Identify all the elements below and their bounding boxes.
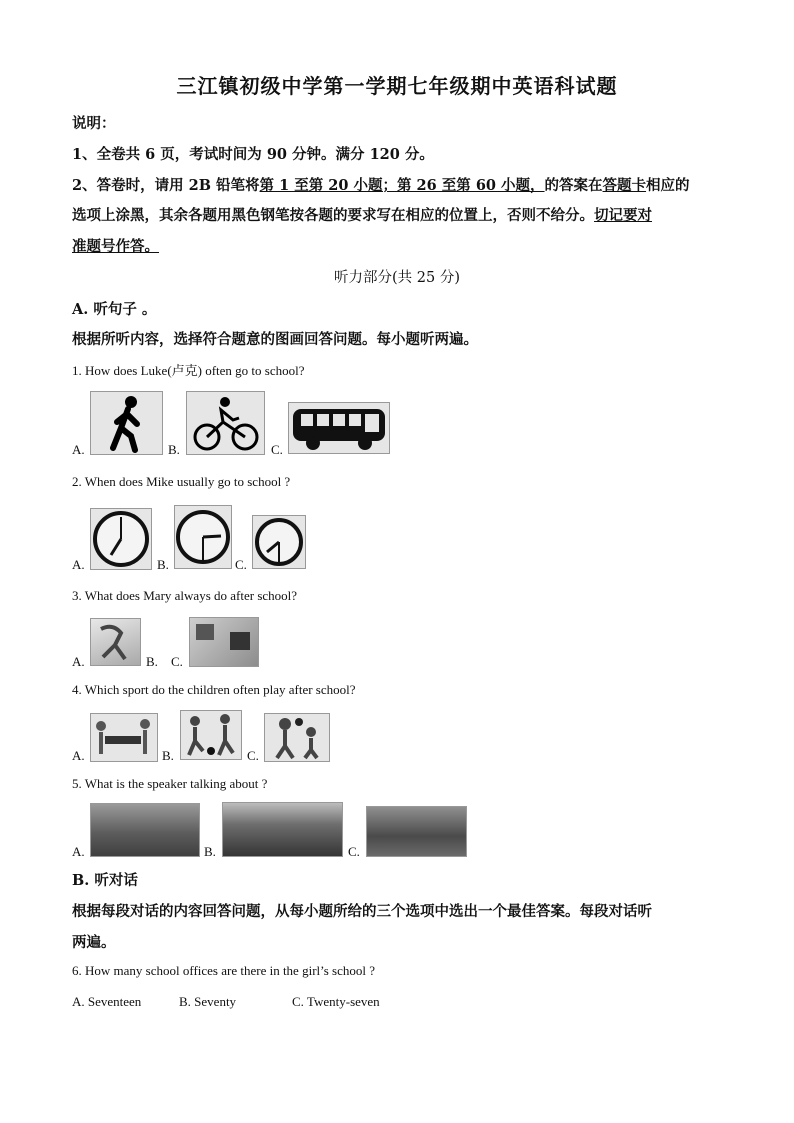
option-label: A. <box>72 557 85 572</box>
question-2: 2. When does Mike usually go to school ? <box>72 474 291 489</box>
intro-item-1: 1、全卷共 6 页，考试时间为 90 分钟。满分 120 分。 <box>72 146 434 163</box>
page-title: 三江镇初级中学第一学期七年级期中英语科试题 <box>176 74 618 98</box>
intro-item-2-line-2 <box>72 204 652 225</box>
option-label: A. <box>72 748 85 763</box>
library-photo <box>366 806 467 857</box>
football-picture <box>180 710 242 760</box>
part-b-heading: B. 听对话 <box>72 872 138 889</box>
clock-icon <box>252 515 306 569</box>
option-label: C. <box>247 748 259 763</box>
question-4: 4. Which sport do the children often play after school? <box>72 682 356 697</box>
intro-item-2-text: 2、答卷时，请用 2B 铅笔将 <box>72 177 260 194</box>
option-picture <box>189 617 259 667</box>
classroom-photo <box>90 803 200 857</box>
option-label: B. <box>204 844 216 859</box>
option-label: C. <box>348 844 360 859</box>
intro-item-2 <box>72 174 690 195</box>
option-label: B. <box>157 557 169 572</box>
q6-option-a: A. Seventeen <box>72 994 142 1009</box>
clock-icon <box>174 505 232 569</box>
part-a-heading: A. 听句子 。 <box>72 301 157 318</box>
option-label: B. <box>168 442 180 457</box>
option-label: A. <box>72 654 85 669</box>
question-5: 5. What is the speaker talking about ? <box>72 776 268 791</box>
answer-sheet-text: 答题卡 <box>602 177 647 194</box>
part-b-instruction-end: 两遍。 <box>72 934 116 951</box>
part-a-instruction: 根据所听内容，选择符合题意的图画回答问题。每小题听两遍。 <box>72 331 478 348</box>
option-label: C. <box>271 442 283 457</box>
intro-heading: 说明： <box>72 115 116 132</box>
intro-warning-end: 准题号作答。 <box>72 238 159 255</box>
section-title: 听力部分(共 25 分) <box>334 270 460 286</box>
option-picture <box>90 618 141 666</box>
question-3: 3. What does Mary always do after school? <box>72 588 298 603</box>
q6-option-b: B. Seventy <box>179 994 237 1009</box>
option-label: C. <box>171 654 183 669</box>
question-6: 6. How many school offices are there in the girl’s school ? <box>72 963 376 978</box>
intro-item-2-text: 的答案在 <box>544 177 603 194</box>
option-label: C. <box>235 557 247 572</box>
building-photo <box>222 802 343 857</box>
intro-item-2-underline: 第 1 至第 20 小题；第 26 至第 60 小题， <box>259 177 545 194</box>
part-b-instruction: 根据每段对话的内容回答问题，从每小题所给的三个选项中选出一个最佳答案。每段对话听 <box>72 903 652 920</box>
table-tennis-picture <box>90 713 158 762</box>
option-label: B. <box>146 654 158 669</box>
option-label: A. <box>72 442 85 457</box>
basketball-picture <box>264 713 330 762</box>
option-label: B. <box>162 748 174 763</box>
bus-icon <box>288 402 390 454</box>
question-1: 1. How does Luke(卢克) often go to school? <box>72 363 305 378</box>
walking-person-icon <box>90 391 163 455</box>
cyclist-icon <box>186 391 265 455</box>
option-label: A. <box>72 844 85 859</box>
intro-item-2-text: 选项上涂黑，其余各题用黑色钢笔按各题的要求写在相应的位置上，否则不给分。 <box>72 207 594 224</box>
intro-item-2-text: 相应的 <box>646 177 690 194</box>
intro-warning: 切记要对 <box>594 207 652 224</box>
q6-option-c: C. Twenty-seven <box>292 994 380 1009</box>
clock-icon <box>90 508 152 570</box>
